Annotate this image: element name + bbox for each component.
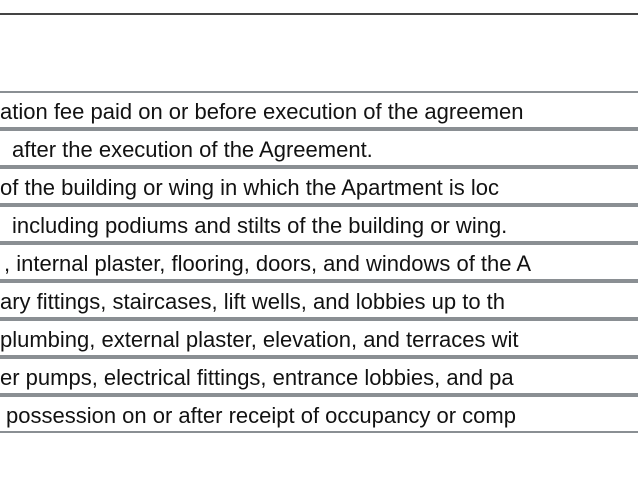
row-text: possession on or after receipt of occupancy or comp [6, 403, 516, 428]
table-row [0, 205, 638, 243]
table-row [0, 91, 638, 129]
row-text: including podiums and stilts of the building or wing. [12, 213, 508, 238]
row-text: plumbing, external plaster, elevation, and terraces wit [0, 327, 519, 352]
table-row [0, 357, 638, 395]
row-text: , internal plaster, flooring, doors, and windows of the A [4, 251, 532, 276]
row-text: er pumps, electrical fittings, entrance lobbies, and pa [0, 365, 514, 390]
table-row [0, 167, 638, 205]
table-row [0, 395, 638, 433]
row-text: ary fittings, staircases, lift wells, and lobbies up to th [0, 289, 506, 314]
table-row [0, 243, 638, 281]
row-text: of the building or wing in which the Apartment is loc [0, 175, 499, 200]
table-row [0, 319, 638, 357]
row-text: ation fee paid on or before execution of the agreemen [0, 99, 524, 124]
table-row [0, 281, 638, 319]
top-divider-line [0, 13, 638, 15]
payment-schedule-table [0, 91, 638, 433]
row-text: after the execution of the Agreement. [12, 137, 373, 162]
table-row [0, 129, 638, 167]
